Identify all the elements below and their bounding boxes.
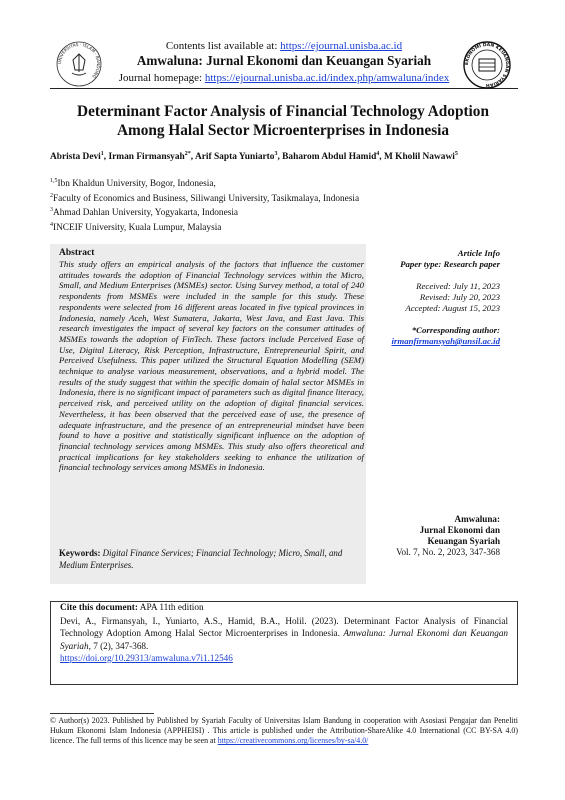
author-sup: 2*	[184, 151, 191, 157]
keywords-text: Digital Finance Services; Financial Technology; Micro, Small, and Medium Enterprises.	[59, 548, 343, 570]
journal-info-line-1: Amwaluna:	[454, 514, 500, 524]
author-sup: 4	[376, 151, 380, 157]
affiliation-sup: 3	[50, 207, 53, 214]
affiliation-item	[50, 220, 520, 235]
journal-info-line-3: Keuangan Syariah	[427, 536, 500, 546]
author-sup: 3	[274, 151, 278, 157]
affiliation-text: Faculty of Economics and Business, Siliwangi University, Tasikmalaya, Indonesia	[53, 193, 360, 204]
paper-title-line-2: Among Halal Sector Microenterprises in Indonesia	[116, 122, 450, 139]
citation-volume: , 7 (2), 347-368.	[88, 640, 149, 651]
homepage-line	[110, 72, 458, 84]
date-accepted: Accepted: August 15, 2023	[405, 303, 500, 313]
article-info-heading: Article Info	[457, 248, 500, 258]
author-name: Irman Firmansyah	[108, 152, 185, 163]
citation-text	[60, 615, 508, 664]
abstract-text: This study offers an empirical analysis of the factors that influence the customer attitudes towards the adoption of Financial Technology services within the Micro, Small, and Medium Enterprises (MSMEs) sector. Using Survey method, a total of 240 respondents from MSMEs were included in the sample for this study. These respondents were selected from 16 different areas located in five typical provinces in Indonesia, namely Aceh, West Sumatera, Jakarta, West Java, and East Java. This research investigates the impact of several key factors on the consumer attitudes of MSMEs towards the adoption of FinTech. These factors include Perceived Ease of Use, Digital Literacy, Risk Perception, Infrastructure, Entrepreneurial Spirit, and Perceived Usefulness. This paper utilized the Structural Equation Modelling (SEM) technique to analyse various measurement, observations, and a hybrid model. The results of the study suggest that within the specific domain of halal sector MSMEs in Indonesia, there is no significant impact of parameters such as digital finance literacy, perceived risk, and perceived utility on the adoption of digital financial services. Nevertheless, it has been observed that the perceived ease of use, the presence of adequate infrastructure, and the presence of an entrepreneurial mindset have been found to have a positive and statistically significant influence on the adoption of financial technology services among MSMEs. This study also offers theoretical and practical implications for key stakeholders seeking to enhance the utilization of financial technology services among MSMEs in Indonesia.	[59, 259, 364, 473]
journal-logo	[462, 40, 512, 90]
corresponding-email[interactable]: irmanfirmansyah@unsil.ac.id	[391, 336, 500, 346]
svg-text:UNIVERSITAS · ISLAM · BANDUNG: UNIVERSITAS · ISLAM · BANDUNG	[56, 41, 102, 80]
date-received: Received: July 11, 2023	[416, 281, 500, 291]
corresponding-email-row	[372, 336, 500, 347]
journal-info-line-2: Jurnal Ekonomi dan	[419, 525, 500, 535]
citation-main: Devi, A., Firmansyah, I., Yuniarto, A.S., Hamid, B.A., Holil. (2023). Determinant Factor Analysis of Financial Technology Adoption Among Halal Sector Microenterprises in Indonesia.	[60, 616, 508, 639]
journal-title: Amwaluna: Jurnal Ekonomi dan Keuangan Syariah	[136, 53, 432, 68]
paper-type: Paper type: Research paper	[400, 259, 500, 269]
paper-title	[60, 102, 506, 140]
affiliation-sup: 1,5	[50, 178, 58, 184]
affiliation-item	[50, 176, 520, 191]
license-link[interactable]: https://creativecommons.org/licenses/by-sa/4.0/	[217, 736, 369, 746]
author-name: Abrista Devi	[50, 152, 101, 163]
affiliation-text: Ahmad Dahlan University, Yogyakarta, Indonesia	[53, 208, 239, 219]
citation-style: APA 11th edition	[137, 603, 204, 613]
keywords-label: Keywords:	[59, 548, 101, 558]
citation-journal: Amwaluna: Jurnal Ekonomi dan Keuangan Syariah	[60, 628, 509, 651]
corresponding-label: *Corresponding author:	[411, 325, 500, 335]
author-name: Baharom Abdul Hamid	[282, 152, 377, 163]
paper-title-line-1: Determinant Factor Analysis of Financial Technology Adoption	[77, 103, 489, 120]
journal-volume: Vol. 7, No. 2, 2023, 347-368	[396, 547, 500, 557]
affiliation-list	[50, 176, 520, 234]
author-list: Abrista Devi$^1$, Irman Firmansyah$^{2*}$, Arif Sapta Yuniarto$^3$, Baharom Abdul Hamid$^4$, M Kholil Nawawi$^5$	[50, 151, 458, 163]
affiliation-sup: 2	[50, 192, 53, 199]
journal-info	[372, 514, 500, 558]
affiliation-text: INCEIF University, Kuala Lumpur, Malaysia	[53, 222, 222, 233]
citation-heading	[60, 603, 204, 613]
author-sup: 5	[454, 151, 458, 157]
homepage-link[interactable]: https://ejournal.unisba.ac.id/index.php/amwaluna/index	[204, 72, 450, 84]
contents-prefix: Contents list available at:	[165, 40, 281, 52]
affiliation-item	[50, 191, 520, 206]
affiliation-sup: 4	[50, 221, 53, 228]
author-sup: 1	[100, 151, 104, 157]
abstract-heading: Abstract	[59, 248, 95, 258]
affiliation-item	[50, 205, 520, 220]
contents-list-line	[110, 40, 458, 52]
affiliation-text: Ibn Khaldun University, Bogor, Indonesia,	[57, 179, 216, 190]
homepage-prefix: Journal homepage:	[118, 72, 205, 84]
license-text: © Author(s) 2023. Published by Published by Syariah Faculty of Universitas Islam Bandung in cooperation with Asosiasi Pengajar dan Peneliti Hukum Ekonomi Islam Indonesia (APPHEISI) . This article is published under the Attribution-ShareAlike 4.0 International (CC BY-SA 4.0) licence. The full terms of this licence may be seen at	[50, 716, 518, 746]
date-revised: Revised: July 20, 2023	[419, 292, 500, 302]
university-logo	[55, 40, 103, 88]
footer-rule	[50, 713, 154, 714]
doi-link[interactable]: https://doi.org/10.29313/amwaluna.v7i1.12546	[60, 652, 233, 663]
author-name: Arif Sapta Yuniarto	[194, 152, 275, 163]
author-name: M Kholil Nawawi	[383, 152, 455, 163]
contents-link[interactable]: https://ejournal.unisba.ac.id	[280, 40, 403, 52]
citation-label: Cite this document:	[60, 603, 138, 613]
license-footer	[50, 716, 518, 747]
keywords	[59, 548, 364, 571]
svg-text:EKONOMI DAN KEUANGAN SYARIAH: EKONOMI DAN KEUANGAN SYARIAH	[464, 42, 510, 88]
